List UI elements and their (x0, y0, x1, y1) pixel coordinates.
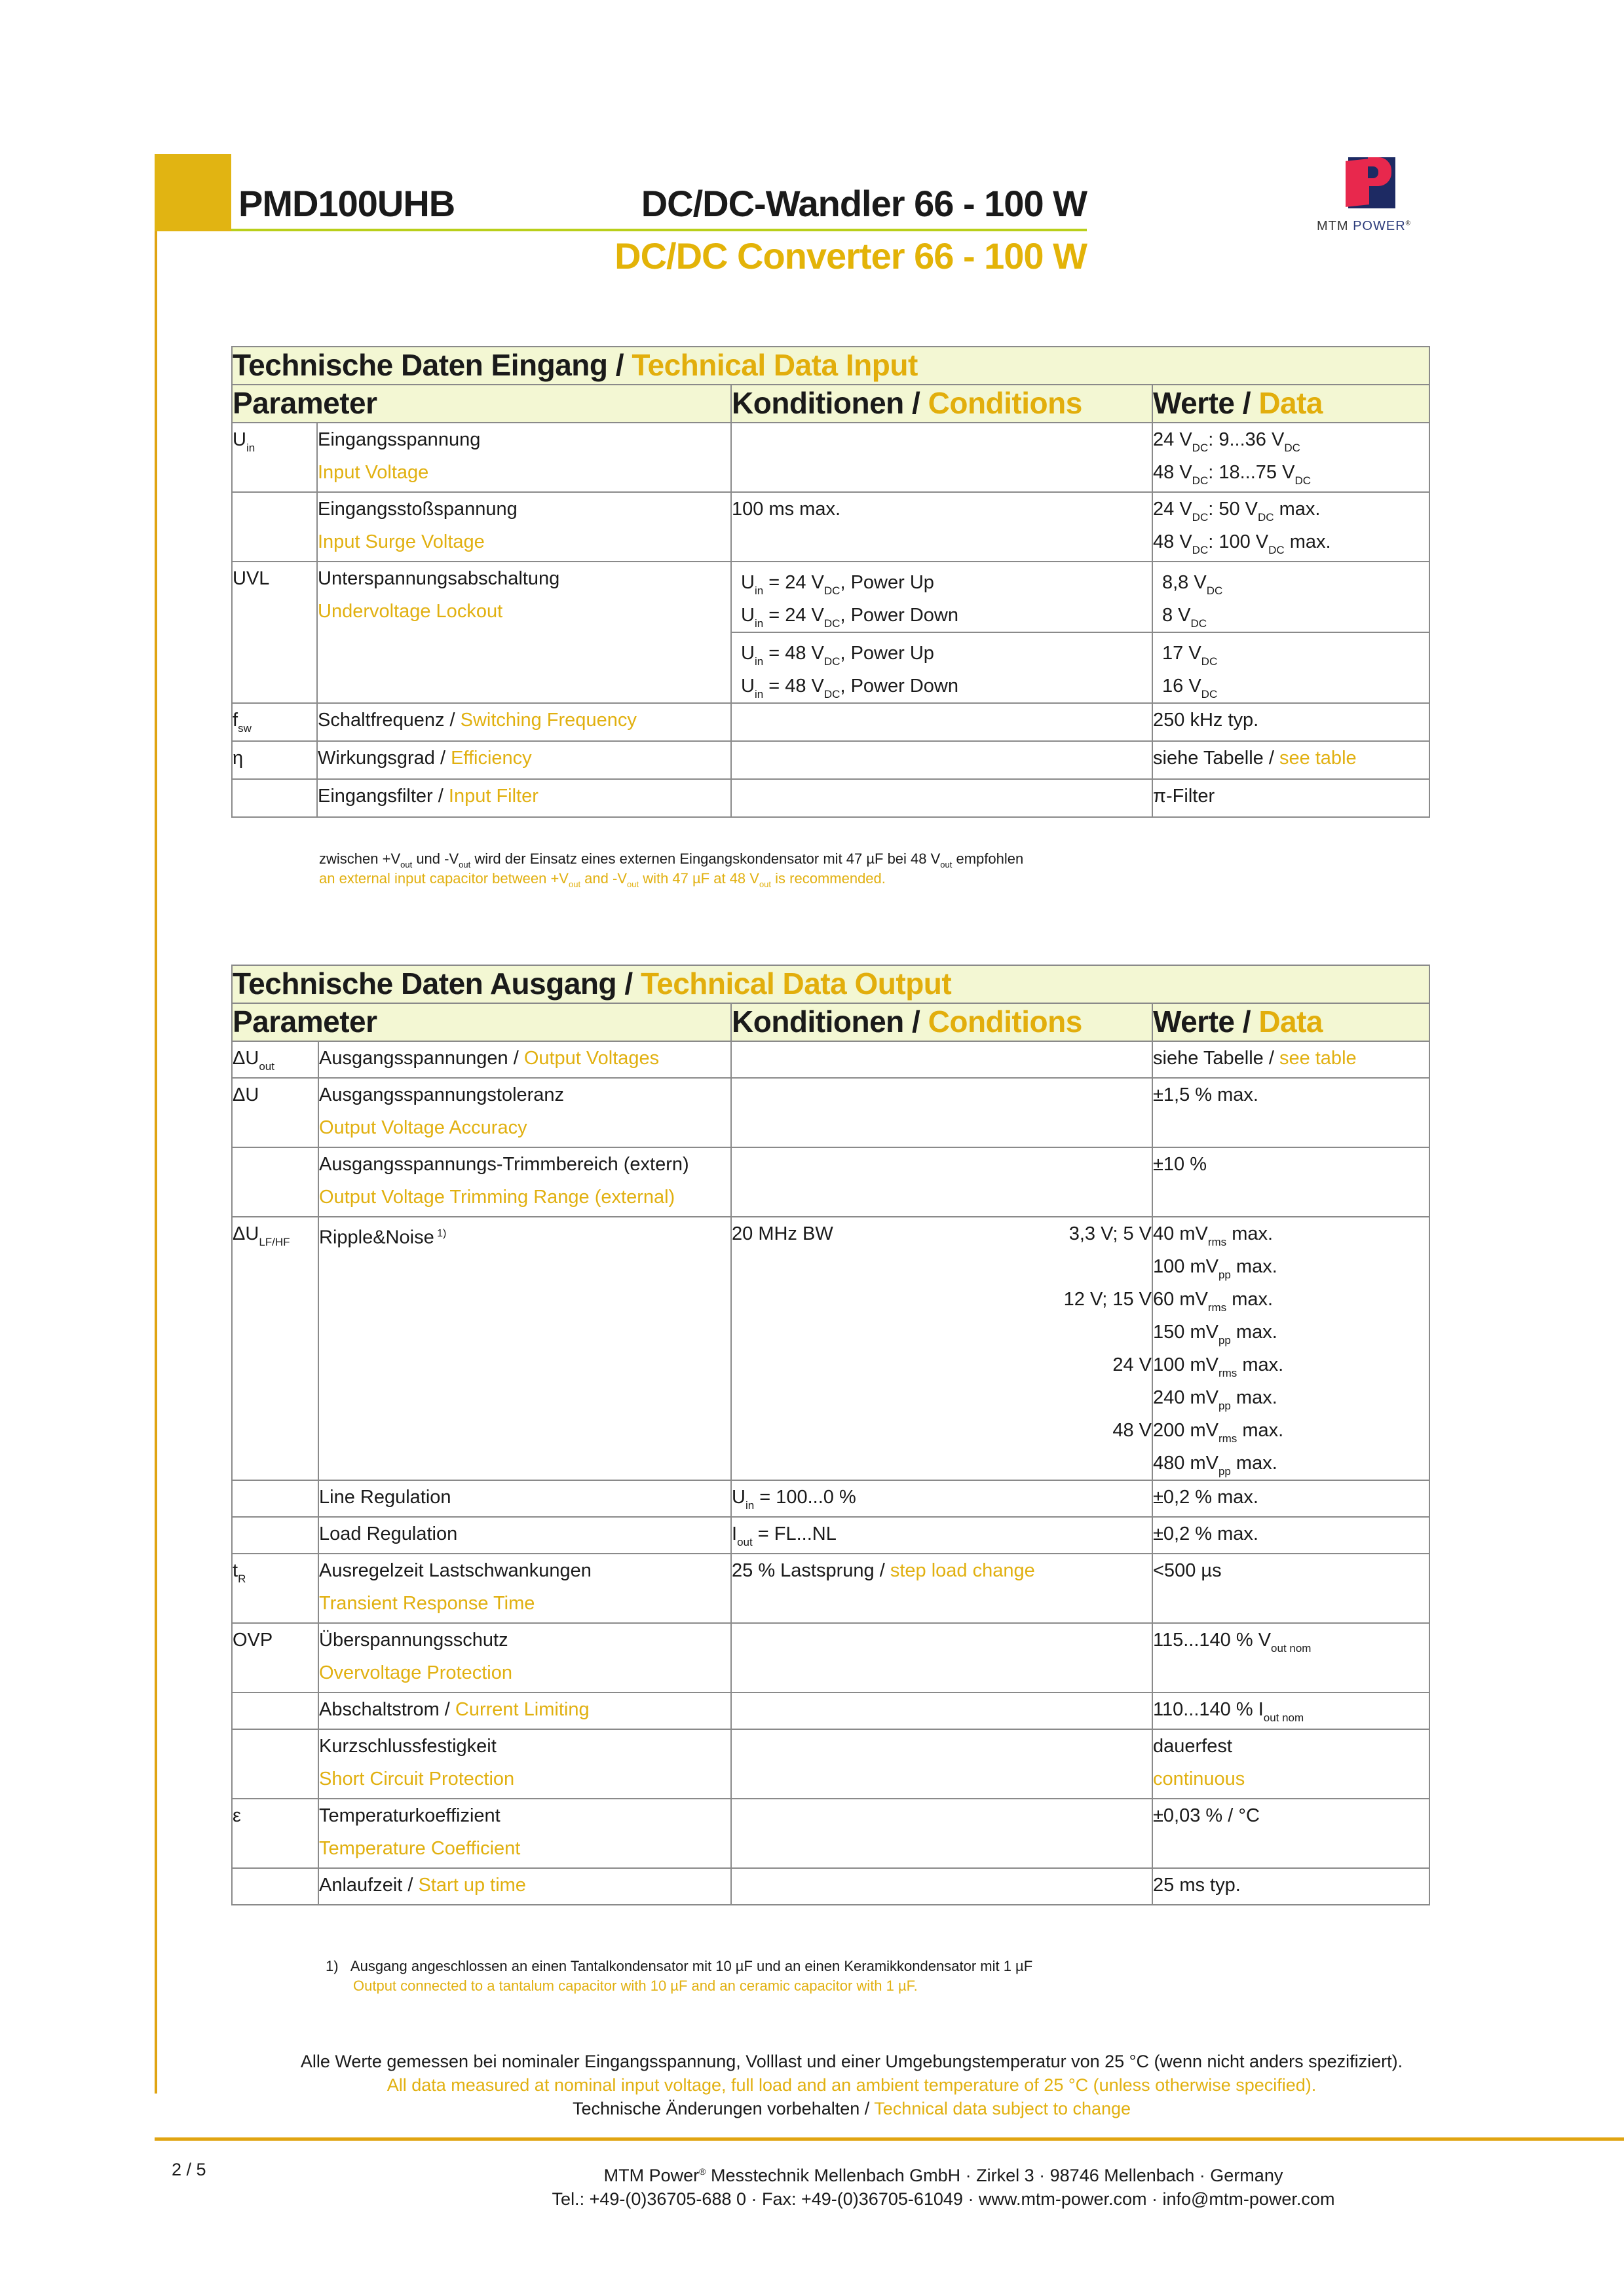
parameter-cell: Eingangsspannung Input Voltage (317, 423, 731, 492)
table-row (232, 1729, 1429, 1799)
value-cell: ±1,5 % max. (1152, 1078, 1429, 1147)
parameter-cell: Temperaturkoeffizient Temperature Coefficient (318, 1799, 731, 1868)
value-cell: 25 ms typ. (1152, 1868, 1429, 1905)
value-cell: ±0,2 % max. (1152, 1480, 1429, 1517)
symbol-cell: $\Delta U_{out}$ (232, 1041, 318, 1078)
symbol-cell: ΔU (232, 1078, 318, 1147)
value-cell: siehe Tabelle / see table (1152, 1041, 1429, 1078)
table-row (232, 1868, 1429, 1905)
value-cell: 24 $V_{DC}$: 50 $V_{DC}$ max. 48 $V_{DC}$: 100 $V_{DC}$ max. (1152, 492, 1429, 562)
parameter-cell: Kurzschlussfestigkeit Short Circuit Protection (318, 1729, 731, 1799)
value-cell: π-Filter (1152, 779, 1429, 817)
col-header-conditions: Konditionen / Conditions (731, 385, 1152, 423)
col-header-data: Werte / Data (1152, 385, 1429, 423)
title-german: DC/DC-Wandler 66 - 100 W (641, 183, 1087, 224)
symbol-cell: $U_{in}$ (232, 423, 317, 492)
frame-left-rule (155, 154, 157, 2094)
ripple-vout: 3,3 V; 5 V (1068, 1223, 1152, 1244)
condition-cell (731, 1693, 1152, 1729)
frame-bottom-rule (155, 2137, 1624, 2141)
table-row (232, 492, 1429, 562)
col-header-data: Werte / Data (1152, 1003, 1429, 1041)
symbol-cell: OVP (232, 1623, 318, 1693)
condition-cell (731, 423, 1152, 492)
parameter-cell: Überspannungsschutz Overvoltage Protection (318, 1623, 731, 1693)
title-underline (231, 229, 1087, 231)
parameter-cell: Line Regulation (318, 1480, 731, 1517)
table-row (232, 703, 1429, 741)
symbol-cell (232, 1729, 318, 1799)
corner-accent-block (155, 154, 231, 231)
table-row (232, 1480, 1429, 1517)
value-cell: 8,8 $V_{DC}$ 8 $V_{DC}$ 17 $V_{DC}$ 16 $V_{DC}$ (1152, 562, 1429, 703)
parameter-cell: Wirkungsgrad / Efficiency (317, 741, 731, 779)
output-footnote: 1) Ausgang angeschlossen an einen Tantalkondensator mit 10 µF und an einen Keramikkondensator mit 1 µF Output connected to a tantalum capacitor with 10 µF and an ceramic capacitor with 1 µF. (326, 1958, 1033, 1994)
table-row (232, 1078, 1429, 1147)
parameter-cell: Eingangsfilter / Input Filter (317, 779, 731, 817)
output-data-table (231, 965, 1430, 1905)
symbol-cell: UVL (232, 562, 317, 703)
title-english: DC/DC Converter 66 - 100 W (614, 235, 1087, 277)
symbol-cell (232, 779, 317, 817)
parameter-cell: Anlaufzeit / Start up time (318, 1868, 731, 1905)
logo-wordmark: MTM POWER® (1317, 219, 1412, 233)
measurement-conditions-note: Alle Werte gemessen bei nominaler Eingangsspannung, Volllast und einer Umgebungstemperatur von 25 °C (wenn nicht anders spezifiziert). All data measured at nominal input voltage, full load and an ambient temperature of 25 °C (unless otherwise specified). Technische Änderungen vorbehalten / Technical data subject to change (300, 2052, 1403, 2118)
condition-cell (731, 1041, 1152, 1078)
table-title-row (232, 965, 1429, 1003)
condition-cell (731, 1868, 1152, 1905)
value-cell: 250 kHz typ. (1152, 703, 1429, 741)
table-row (232, 1147, 1429, 1217)
table-row (232, 1799, 1429, 1868)
parameter-cell: Schaltfrequenz / Switching Frequency (317, 703, 731, 741)
condition-cell: $U_{in} = 100...0$ % (731, 1480, 1152, 1517)
value-cell: ±0,2 % max. (1152, 1517, 1429, 1554)
company-address: MTM Power® Messtechnik Mellenbach GmbH · Zirkel 3 · 98746 Mellenbach · Germany Tel.: +49-(0)36705-688 0 · Fax: +49-(0)36705-61049 · www.mtm-power.com · info@mtm-power.com (552, 2166, 1335, 2209)
condition-cell: 25 % Lastsprung / step load change (731, 1554, 1152, 1623)
value-cell: ±0,03 % / °C (1152, 1799, 1429, 1868)
parameter-cell: Load Regulation (318, 1517, 731, 1554)
table-row (232, 1554, 1429, 1623)
symbol-cell (232, 1868, 318, 1905)
value-cell: siehe Tabelle / see table (1152, 741, 1429, 779)
condition-cell (731, 1623, 1152, 1693)
value-cell: <500 µs (1152, 1554, 1429, 1623)
condition-cell (731, 1078, 1152, 1147)
table-row (232, 1217, 1429, 1480)
input-data-table (231, 346, 1430, 818)
condition-cell: 100 ms max. (731, 492, 1152, 562)
symbol-cell (232, 1693, 318, 1729)
condition-cell (731, 1729, 1152, 1799)
condition-cell (731, 1147, 1152, 1217)
page-number: 2 / 5 (172, 2160, 206, 2179)
value-cell: 24 $V_{DC}$: 9...36 $V_{DC}$ 48 $V_{DC}$: 18...75 $V_{DC}$ (1152, 423, 1429, 492)
symbol-cell (232, 1480, 318, 1517)
table-row (232, 741, 1429, 779)
input-table-note: zwischen $+V_{out}$ und $-V_{out}$ wird der Einsatz eines externen Eingangskondensator mit 47 µF bei 48 $V_{out}$ empfohlen an external input capacitor between $+V_{out}$ and $-V_{out}$ with 47 µF at 48 $V_{out}$ is recommended. (319, 851, 1024, 889)
col-header-conditions: Konditionen / Conditions (731, 1003, 1152, 1041)
ripple-vout: 12 V; 15 V (1063, 1289, 1152, 1310)
parameter-cell: Ausgangsspannungs-Trimmbereich (extern) Output Voltage Trimming Range (external) (318, 1147, 731, 1217)
table-row (232, 1041, 1429, 1078)
symbol-cell (232, 492, 317, 562)
condition-cell: $I_{out} = FL...NL$ (731, 1517, 1152, 1554)
output-table-title: Technische Daten Ausgang / Technical Data Output (232, 965, 1429, 1003)
symbol-cell: $f_{sw}$ (232, 703, 317, 741)
value-cell: 110...140 % $I_{out nom}$ (1152, 1693, 1429, 1729)
mtm-power-logo (1317, 151, 1435, 242)
parameter-cell: Abschaltstrom / Current Limiting (318, 1693, 731, 1729)
mtm-power-logo-icon (1348, 157, 1395, 208)
value-cell: 40 $mV_{rms}$ max. 100 $mV_{pp}$ max. 60 $mV_{rms}$ max. 150 $mV_{pp}$ max. 100 $mV_{rms}$ max. 240 $mV_{pp}$ max. 200 $mV_{rms}$ max. 480 $mV_{pp}$ max. (1152, 1217, 1429, 1480)
value-cell: dauerfest continuous (1152, 1729, 1429, 1799)
condition-cell: $U_{in} = 24$ $V_{DC}$, Power Up $U_{in} = 24$ $V_{DC}$, Power Down $U_{in} = 48$ $V_{DC}$, Power Up $U_{in} = 48$ $V_{DC}$, Power Down (731, 562, 1152, 703)
condition-cell (731, 1799, 1152, 1868)
parameter-cell: Unterspannungsabschaltung Undervoltage Lockout (317, 562, 731, 703)
ripple-vout: 48 V (1112, 1420, 1152, 1441)
condition-cell (731, 741, 1152, 779)
table-row (232, 1517, 1429, 1554)
parameter-cell: Ripple&Noise $^{1)}$ (318, 1217, 731, 1480)
condition-cell (731, 779, 1152, 817)
parameter-cell: Ausgangsspannungstoleranz Output Voltage Accuracy (318, 1078, 731, 1147)
table-title-row (232, 347, 1429, 385)
table-row (232, 1693, 1429, 1729)
col-header-parameter: Parameter (232, 385, 731, 423)
symbol-cell (232, 1147, 318, 1217)
table-header-row (232, 1003, 1429, 1041)
input-table-title: Technische Daten Eingang / Technical Data Input (232, 347, 1429, 385)
parameter-cell: Ausgangsspannungen / Output Voltages (318, 1041, 731, 1078)
symbol-cell: $\Delta U_{LF/HF}$ (232, 1217, 318, 1480)
ripple-vout: 24 V (1112, 1354, 1152, 1375)
col-header-parameter: Parameter (232, 1003, 731, 1041)
value-cell: 115...140 % $V_{out nom}$ (1152, 1623, 1429, 1693)
symbol-cell: $t_R$ (232, 1554, 318, 1623)
table-row (232, 562, 1429, 703)
table-header-row (232, 385, 1429, 423)
parameter-cell: Eingangsstoßspannung Input Surge Voltage (317, 492, 731, 562)
condition-cell (731, 703, 1152, 741)
value-cell: ±10 % (1152, 1147, 1429, 1217)
parameter-cell: Ausregelzeit Lastschwankungen Transient Response Time (318, 1554, 731, 1623)
symbol-cell: η (232, 741, 317, 779)
table-row (232, 1623, 1429, 1693)
symbol-cell: ε (232, 1799, 318, 1868)
symbol-cell (232, 1517, 318, 1554)
model-number: PMD100UHB (238, 183, 455, 224)
table-row (232, 779, 1429, 817)
table-row (232, 423, 1429, 492)
condition-cell: 20 MHz BW 3,3 V; 5 V 12 V; 15 V 24 V 48 V (731, 1217, 1152, 1480)
